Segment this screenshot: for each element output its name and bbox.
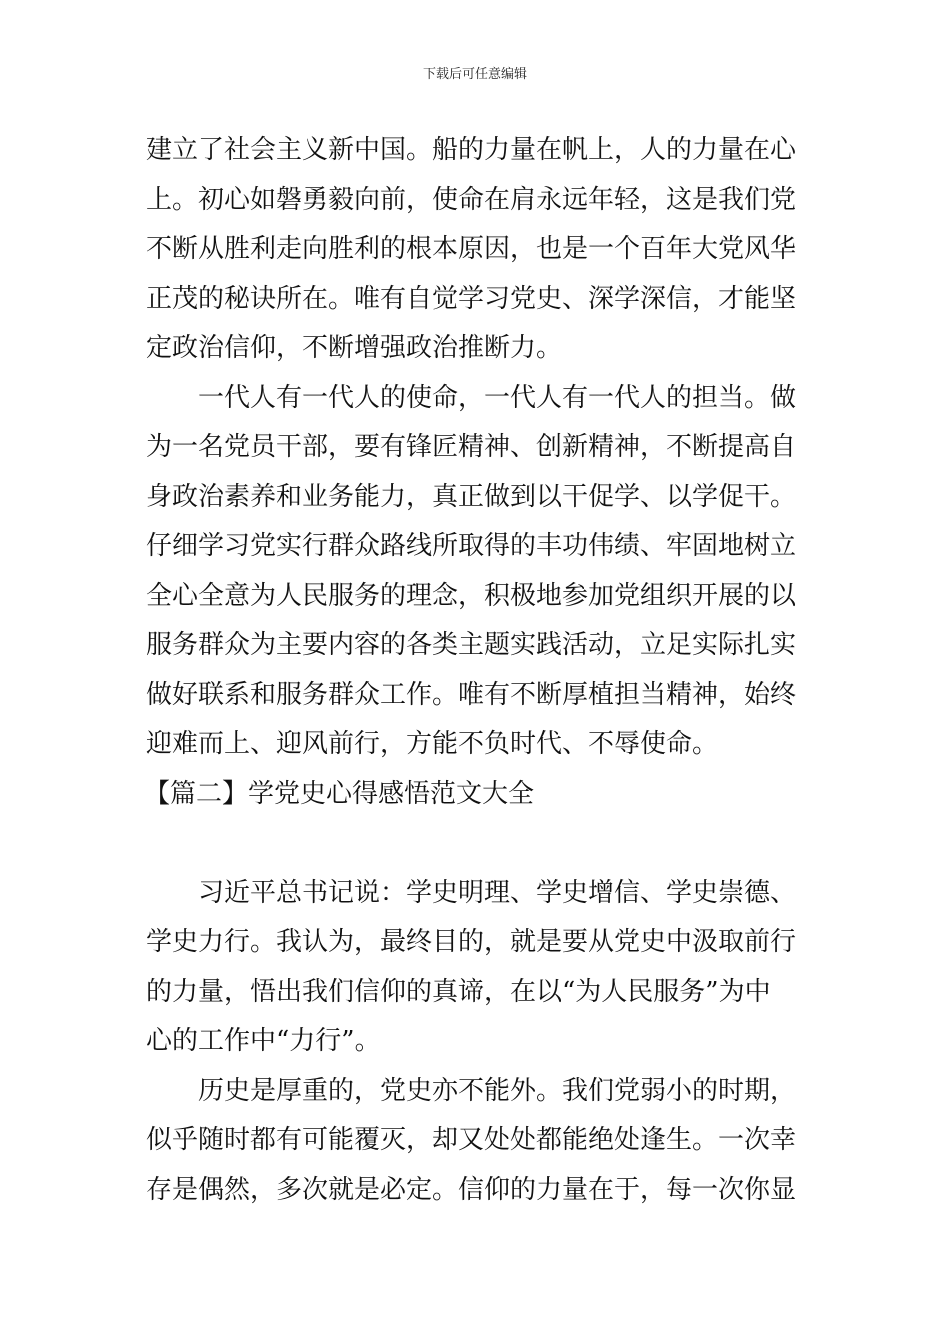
text-line: 为一名党员干部，要有锋匠精神、创新精神，不断提高自 xyxy=(146,432,797,462)
text-line: 全心全意为人民服务的理念，积极地参加党组织开展的以 xyxy=(146,580,797,611)
text-line: 似乎随时都有可能覆灭，却又处处都能绝处逢生。一次幸 xyxy=(146,1125,797,1155)
text-line: 学史力行。我认为，最终目的，就是要从党史中汲取前行 xyxy=(146,927,797,957)
text-line: 上。初心如磐勇毅向前，使命在肩永远年轻，这是我们党 xyxy=(146,184,797,215)
paragraph-first-line: 一代人有一代人的使命，一代人有一代人的担当。做 xyxy=(198,382,797,413)
text-line: 仔细学习党实行群众路线所取得的丰功伟绩、牢固地树立 xyxy=(146,531,797,561)
document-body xyxy=(146,126,806,1215)
text-line: 不断从胜利走向胜利的根本原因，也是一个百年大党风华 xyxy=(146,234,797,264)
text-line: 心的工作中“力行”。 xyxy=(146,1026,381,1056)
paragraph-first-line: 历史是厚重的，党史亦不能外。我们党弱小的时期， xyxy=(198,1075,797,1106)
text-line: 迎难而上、迎风前行，方能不负时代、不辱使命。 xyxy=(146,729,719,759)
section-heading: 【篇二】学党史心得感悟范文大全 xyxy=(144,778,535,809)
text-line: 定政治信仰，不断增强政治推断力。 xyxy=(146,333,563,363)
text-line: 的力量，悟出我们信仰的真谛，在以“为人民服务”为中 xyxy=(146,976,771,1007)
blank-line xyxy=(146,819,806,869)
text-line: 服务群众为主要内容的各类主题实践活动，立足实际扎实 xyxy=(146,630,797,660)
text-line: 正茂的秘诀所在。唯有自觉学习党史、深学深信，才能坚 xyxy=(146,283,797,314)
text-line: 身政治素养和业务能力，真正做到以干促学、以学促干。 xyxy=(146,481,797,512)
page-header: 下载后可任意编辑 xyxy=(422,67,527,82)
text-line: 存是偶然，多次就是必定。信仰的力量在于，每一次你显 xyxy=(146,1174,797,1205)
paragraph-first-line: 习近平总书记说：学史明理、学史增信、学史崇德、 xyxy=(198,877,797,908)
text-line: 建立了社会主义新中国。船的力量在帆上，人的力量在心 xyxy=(146,135,797,165)
text-line: 做好联系和服务群众工作。唯有不断厚植担当精神，始终 xyxy=(146,679,797,710)
